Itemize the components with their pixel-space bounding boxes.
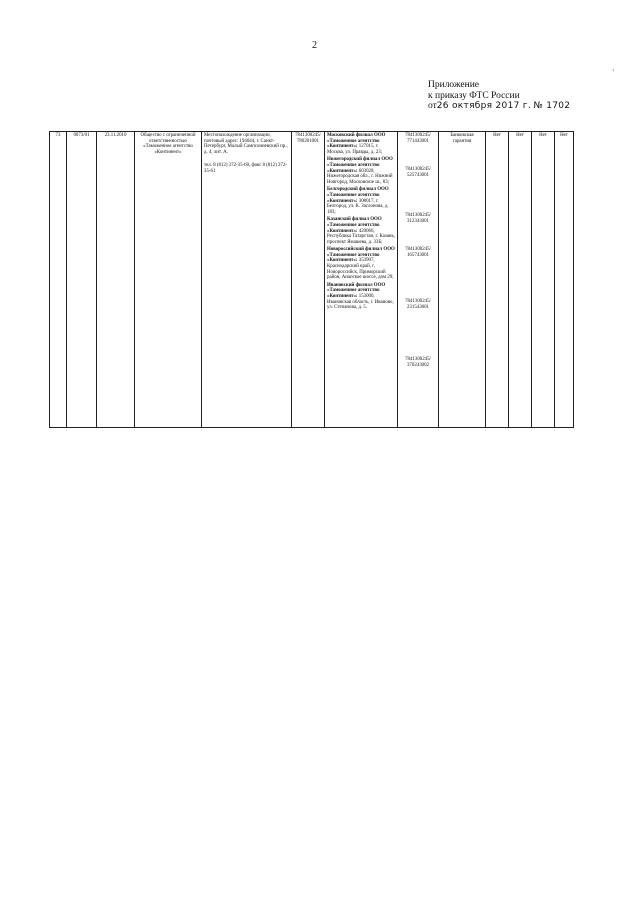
branch-item — [327, 217, 395, 245]
appendix-order: к приказу ФТС России — [428, 90, 520, 101]
branch-name: Ивановский филиал ООО «Таможенное агентство «Континент»: — [327, 282, 386, 300]
branch-name: Нижегородский филиал ООО «Таможенное агентство «Континент»: — [327, 157, 393, 174]
branch-address: 127015, г. Москва, ул. Правды, д. 23; — [327, 144, 383, 155]
branch-inn: 7841300245/ 771443001 — [405, 133, 431, 144]
page-number: 2 — [312, 40, 317, 51]
branch-name: Московский филиал ООО «Таможенное агентство «Континент»: — [327, 133, 386, 150]
cell-branch-inn — [398, 132, 439, 428]
branch-inn: 7841300245/ 165743001 — [405, 247, 431, 258]
cell-branches — [325, 132, 398, 428]
cell-no-3: Нет — [532, 132, 555, 428]
branch-inn: 7841300245/ 525743001 — [405, 167, 431, 178]
branch-item — [327, 247, 395, 281]
cell-num: 73 — [50, 132, 67, 428]
appendix-number: № 1702 — [533, 101, 571, 111]
branch-address: 308017, г. Белгород, ул. К. Заслонова, д. 183; — [327, 198, 389, 215]
appendix-header — [428, 80, 570, 112]
phone-text: тел. 8 (812) 372-35-60, факс 8 (812) 372-35-61 — [204, 163, 287, 174]
branch-address: 603028, Нижегородская обл., г. Нижний Новгород, Московское ш., 83; — [327, 168, 393, 185]
corner-mark: · — [612, 66, 615, 75]
branch-address: 153000, Ивановская область, г. Иваново, ул. Степанова, д. 5. — [327, 294, 394, 311]
cell-location — [202, 132, 292, 428]
location-text: Местонахождение организации, почтовый адрес: 194044, г. Санкт-Петербург, Малый Сампсониевский пр., д. 4, лит. А. — [204, 133, 288, 155]
appendix-date: 26 октября 2017 г. — [436, 101, 531, 111]
cell-guarantee: Банковская гарантия — [439, 132, 486, 428]
branch-item — [327, 157, 395, 185]
appendix-title: Приложение — [428, 80, 479, 90]
branch-name: Новороссийский филиал ООО «Таможенное агентство «Континент»: — [327, 247, 395, 264]
branch-address: 353907, Краснодарский край, г. Новороссийск, Приморский район, Анапское шоссе, дом 29; — [327, 258, 394, 281]
appendix-date-prefix: от — [428, 101, 437, 111]
branch-item — [327, 283, 395, 311]
registry-table — [49, 131, 574, 428]
cell-date: 23.11.2010 — [97, 132, 135, 428]
cell-reg-no: 0073/01 — [67, 132, 97, 428]
branch-item — [327, 187, 395, 215]
branch-name: Белгородский филиал ООО «Таможенное агентство «Континент»: — [327, 187, 389, 204]
branch-inn: 7841300245/ 231543001 — [405, 299, 431, 310]
cell-org-name: Общество с ограниченной ответственностью «Таможенное агентство «Континент» — [135, 132, 202, 428]
table-row — [50, 132, 574, 428]
branch-address: 420066, Республика Татарстан, г. Казань, проспект Ямашева, д. 33Б; — [327, 228, 395, 245]
branch-inn: 7841300245/ 370243002 — [405, 357, 431, 368]
branch-name: Казанский филиал ООО «Таможенное агентство «Континент»: — [327, 217, 382, 234]
cell-no-1: Нет — [486, 132, 509, 428]
branch-inn: 7841300245/ 312343001 — [405, 213, 431, 224]
cell-no-2: Нет — [509, 132, 532, 428]
cell-inn: 7841300245/ 780201001 — [292, 132, 325, 428]
appendix-date-line — [428, 101, 570, 112]
branch-item — [327, 133, 395, 155]
cell-no-4: Нет — [555, 132, 574, 428]
